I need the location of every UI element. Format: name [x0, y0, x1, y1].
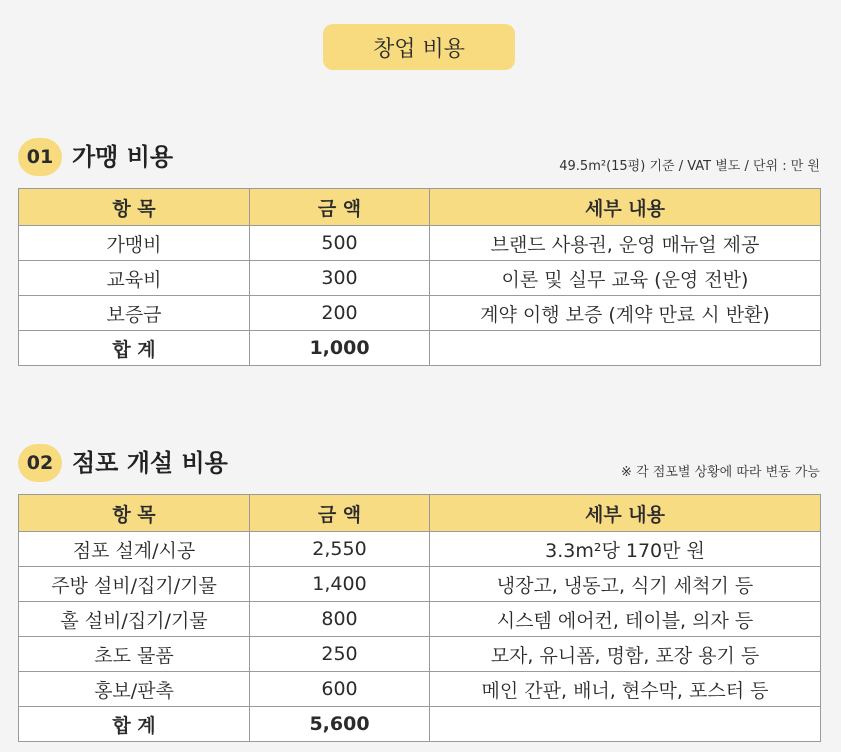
header-amount: 금 액 — [250, 189, 430, 226]
header-amount: 금 액 — [250, 495, 430, 532]
section-header — [18, 444, 820, 494]
table-row — [19, 226, 821, 261]
table-header-row — [19, 189, 821, 226]
total-amount: 5,600 — [250, 707, 430, 742]
cell-item: 홀 설비/집기/기물 — [19, 602, 250, 637]
cell-detail: 냉장고, 냉동고, 식기 세척기 등 — [430, 567, 821, 602]
cell-item: 가맹비 — [19, 226, 250, 261]
header-item: 항 목 — [19, 495, 250, 532]
table-row — [19, 296, 821, 331]
cell-detail: 브랜드 사용권, 운영 매뉴얼 제공 — [430, 226, 821, 261]
header-item: 항 목 — [19, 189, 250, 226]
cell-amount: 600 — [250, 672, 430, 707]
section-note: 49.5m²(15평) 기준 / VAT 별도 / 단위 : 만 원 — [559, 159, 820, 174]
cell-detail: 메인 간판, 배너, 현수막, 포스터 등 — [430, 672, 821, 707]
section-title: 가맹 비용 — [72, 143, 174, 171]
cell-amount: 1,400 — [250, 567, 430, 602]
section-note: ※ 각 점포별 상황에 따라 변동 가능 — [621, 465, 820, 480]
total-detail — [430, 331, 821, 366]
section-number-badge: 01 — [18, 138, 62, 176]
cell-amount: 200 — [250, 296, 430, 331]
section-header — [18, 138, 820, 188]
cell-detail: 시스템 에어컨, 테이블, 의자 등 — [430, 602, 821, 637]
cell-detail: 3.3m²당 170만 원 — [430, 532, 821, 567]
total-label: 합 계 — [19, 707, 250, 742]
section-franchise-cost — [18, 138, 820, 366]
table-total-row — [19, 707, 821, 742]
cell-detail: 이론 및 실무 교육 (운영 전반) — [430, 261, 821, 296]
cell-item: 주방 설비/집기/기물 — [19, 567, 250, 602]
total-amount: 1,000 — [250, 331, 430, 366]
cell-item: 점포 설계/시공 — [19, 532, 250, 567]
header-detail: 세부 내용 — [430, 189, 821, 226]
table-row — [19, 637, 821, 672]
store-opening-cost-table — [18, 494, 821, 742]
table-row — [19, 261, 821, 296]
cell-item: 교육비 — [19, 261, 250, 296]
cell-amount: 250 — [250, 637, 430, 672]
section-store-opening-cost — [18, 444, 820, 742]
cell-item: 보증금 — [19, 296, 250, 331]
total-detail — [430, 707, 821, 742]
table-row — [19, 672, 821, 707]
table-row — [19, 602, 821, 637]
franchise-cost-table — [18, 188, 821, 366]
header-detail: 세부 내용 — [430, 495, 821, 532]
section-number-badge: 02 — [18, 444, 62, 482]
total-label: 합 계 — [19, 331, 250, 366]
table-header-row — [19, 495, 821, 532]
cell-item: 초도 물품 — [19, 637, 250, 672]
table-row — [19, 567, 821, 602]
cell-amount: 500 — [250, 226, 430, 261]
cell-detail: 모자, 유니폼, 명함, 포장 용기 등 — [430, 637, 821, 672]
cell-amount: 800 — [250, 602, 430, 637]
section-title: 점포 개설 비용 — [72, 449, 228, 477]
page-title: 창업 비용 — [323, 24, 515, 70]
table-row — [19, 532, 821, 567]
cell-item: 홍보/판촉 — [19, 672, 250, 707]
cell-detail: 계약 이행 보증 (계약 만료 시 반환) — [430, 296, 821, 331]
cell-amount: 300 — [250, 261, 430, 296]
table-total-row — [19, 331, 821, 366]
cell-amount: 2,550 — [250, 532, 430, 567]
